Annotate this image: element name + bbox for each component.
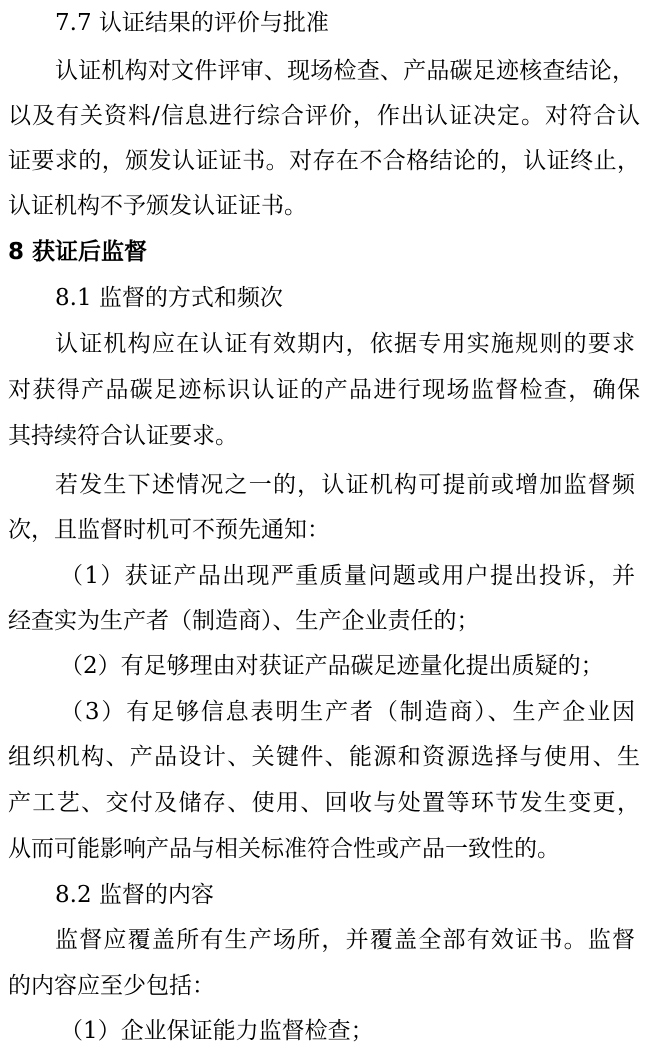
section-8-1-item1-line-2: 经查实为生产者（制造商）、生产企业责任的；: [8, 608, 480, 634]
section-8-1-para2-line-2: 次，且监督时机可不预先通知：: [8, 517, 330, 543]
section-8-1-item3-line-1: （3）有足够信息表明生产者（制造商）、生产企业因: [60, 699, 635, 725]
section-8-1-para2-line-1: 若发生下述情况之一的，认证机构可提前或增加监督频: [55, 472, 635, 498]
section-7-7-line-1: 认证机构对文件评审、现场检查、产品碳足迹核查结论，: [55, 58, 635, 84]
section-7-7-line-4: 认证机构不予颁发认证证书。: [8, 193, 307, 219]
section-8-1-item1-line-1: （1）获证产品出现严重质量问题或用户提出投诉，并: [60, 563, 635, 589]
section-7-7-heading: 7.7 认证结果的评价与批准: [55, 10, 329, 36]
section-8-2-item1-line-1: （1）企业保证能力监督检查；: [60, 1018, 374, 1044]
section-8-1-item2-line-1: （2）有足够理由对获证产品碳足迹量化提出质疑的；: [60, 653, 604, 679]
section-8-1-para1-line-2: 对获得产品碳足迹标识认证的产品进行现场监督检查，确保: [8, 377, 640, 403]
section-8-2-heading: 8.2 监督的内容: [55, 882, 214, 908]
section-8-1-item3-line-4: 从而可能影响产品与相关标准符合性或产品一致性的。: [8, 836, 560, 862]
section-7-7-line-3: 证要求的，颁发认证证书。对存在不合格结论的，认证终止，: [8, 148, 640, 174]
section-8-1-item3-line-3: 产工艺、交付及储存、使用、回收与处置等环节发生变更，: [8, 790, 640, 816]
section-8-2-para1-line-1: 监督应覆盖所有生产场所，并覆盖全部有效证书。监督: [55, 927, 635, 953]
section-8-heading: 8 获证后监督: [8, 239, 148, 265]
section-8-2-para1-line-2: 的内容应至少包括：: [8, 973, 215, 999]
section-8-1-item3-line-2: 组织机构、产品设计、关键件、能源和资源选择与使用、生: [8, 744, 640, 770]
section-8-1-para1-line-1: 认证机构应在认证有效期内，依据专用实施规则的要求: [55, 331, 635, 357]
section-7-7-line-2: 以及有关资料/信息进行综合评价，作出认证决定。对符合认: [8, 103, 640, 129]
section-8-1-heading: 8.1 监督的方式和频次: [55, 285, 283, 311]
section-8-1-para1-line-3: 其持续符合认证要求。: [8, 423, 238, 449]
